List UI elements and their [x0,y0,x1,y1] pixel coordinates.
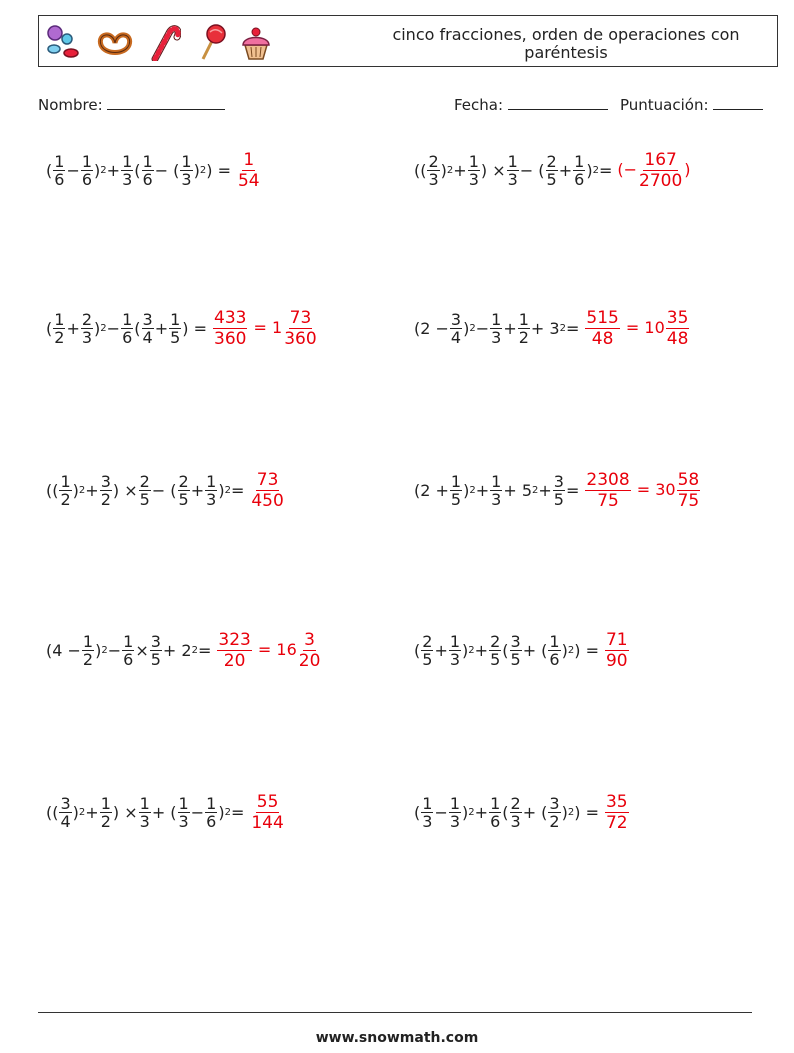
problem-10: ( $\frac{1}{3}$ − $\frac{1}{3}$ ) 2 + $\frac{1}{6}$ ( $\frac{2}{3}$ + ( $\frac{3}{2}$ ) 2 ) = $\frac{35}{72}$ [414,791,628,833]
date-label: Fecha: [454,96,504,114]
candy-icon [45,23,83,61]
footer-url[interactable]: www.snowmath.com [315,1030,479,1046]
lollipop-icon [193,23,227,61]
header-box [38,15,778,67]
answer-1: $\frac{1}{54}$ [237,149,260,191]
problem-9: (( $\frac{3}{4}$ ) 2 + $\frac{1}{2}$ ) × $\frac{1}{3}$ + ( $\frac{1}{3}$ − $\frac{1}{6}$ ) 2 = $\frac{55}{144}$ [46,791,284,833]
answer-7: $\frac{323}{20}$ = 16 $\frac{3}{20}$ [218,629,321,671]
name-field [38,95,225,114]
answer-5: $\frac{73}{450}$ [251,469,284,511]
problem-3: ( $\frac{1}{2}$ + $\frac{2}{3}$ ) 2 − $\frac{1}{6}$ ( $\frac{3}{4}$ + $\frac{1}{5}$ ) = $\frac{433}{360}$ = 1 $\frac{73}{360}$ [46,307,317,349]
answer-2: (− $\frac{167}{2700}$ ) [617,149,691,191]
icon-row [45,22,273,62]
problem-1: ( $\frac{1}{6}$ − $\frac{1}{6}$ ) 2 + $\frac{1}{3}$ ( $\frac{1}{6}$ − ( $\frac{1}{3}$ ) 2 ) = $\frac{1}{54}$ [46,149,260,191]
name-label: Nombre: [38,96,103,114]
problem-4: (2 − $\frac{3}{4}$ ) 2 − $\frac{1}{3}$ + $\frac{1}{2}$ + 3 2 = $\frac{515}{48}$ = 10 $\frac{35}{48}$ [414,307,689,349]
answer-9: $\frac{55}{144}$ [251,791,284,833]
score-field [620,95,763,114]
problem-6: (2 + $\frac{1}{5}$ ) 2 + $\frac{1}{3}$ + 5 2 + $\frac{3}{5}$ = $\frac{2308}{75}$ = 30 $\frac{58}{75}$ [414,469,700,511]
date-blank[interactable] [508,95,608,110]
date-field [454,95,608,114]
answer-6: $\frac{2308}{75}$ = 30 $\frac{58}{75}$ [586,469,700,511]
problem-5: (( $\frac{1}{2}$ ) 2 + $\frac{3}{2}$ ) × $\frac{2}{5}$ − ( $\frac{2}{5}$ + $\frac{1}{3}$ ) 2 = $\frac{73}{450}$ [46,469,284,511]
cupcake-icon [239,23,273,61]
problem-8: ( $\frac{2}{5}$ + $\frac{1}{3}$ ) 2 + $\frac{2}{5}$ ( $\frac{3}{5}$ + ( $\frac{1}{6}$ ) 2 ) = $\frac{71}{90}$ [414,629,628,671]
score-blank[interactable] [713,95,763,110]
problem-2: (( $\frac{2}{3}$ ) 2 + $\frac{1}{3}$ ) × $\frac{1}{3}$ − ( $\frac{2}{5}$ + $\frac{1}{6}$ ) 2 = (− $\frac{167}{2700}$ ) [414,149,691,191]
answer-8: $\frac{71}{90}$ [605,629,628,671]
name-blank[interactable] [107,95,225,110]
candy-cane-icon [147,23,181,61]
answer-4: $\frac{515}{48}$ = 10 $\frac{35}{48}$ [586,307,689,349]
pretzel-icon [95,23,135,61]
footer-divider [38,1012,752,1013]
answer-3: $\frac{433}{360}$ = 1 $\frac{73}{360}$ [214,307,317,349]
problem-7: (4 − $\frac{1}{2}$ ) 2 − $\frac{1}{6}$ × $\frac{3}{5}$ + 2 2 = $\frac{323}{20}$ = 16 $\frac{3}{20}$ [46,629,321,671]
worksheet-title: cinco fracciones, orden de operaciones con paréntesis [392,25,740,62]
score-label: Puntuación: [620,96,709,114]
answer-10: $\frac{35}{72}$ [605,791,628,833]
